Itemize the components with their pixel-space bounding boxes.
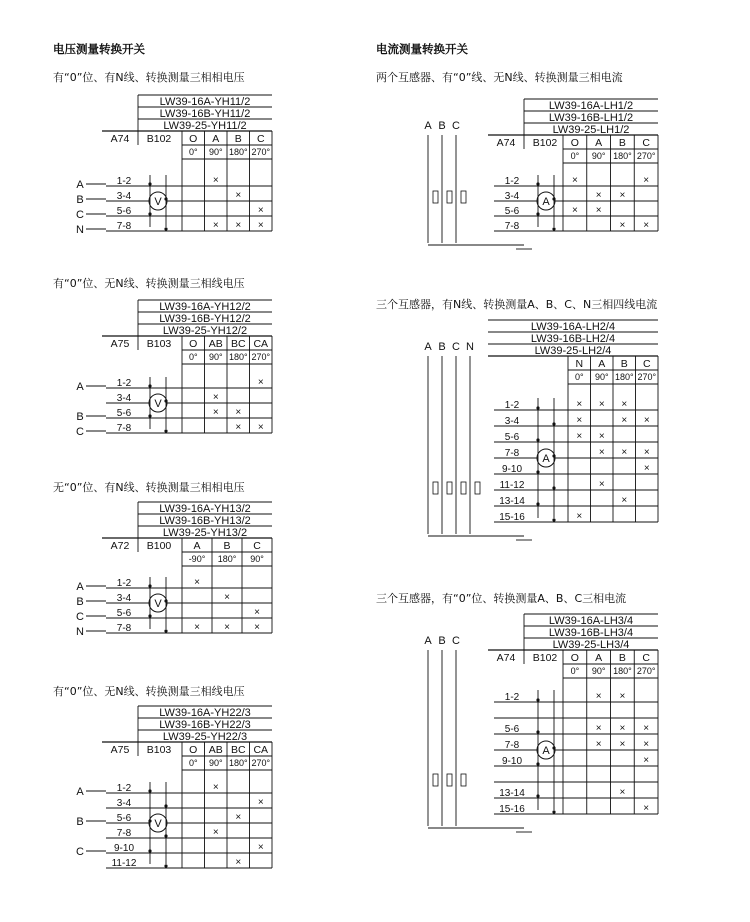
angle-label: -90° (188, 554, 206, 564)
angle-label: 90° (591, 666, 606, 676)
angle-label: 180° (228, 352, 248, 362)
position-label: CA (253, 744, 269, 756)
junction-dot (148, 584, 151, 587)
position-label: B (618, 137, 626, 149)
mark-x: × (194, 622, 200, 633)
contact-label: 3-4 (116, 393, 132, 404)
mark-x: × (619, 723, 626, 734)
position-label: B (223, 540, 231, 552)
position-label: B (618, 652, 626, 664)
position-label: O (189, 744, 198, 756)
junction-dot (536, 212, 539, 215)
mark-x: × (595, 190, 602, 201)
mark-x: × (257, 797, 264, 808)
mark-x: × (235, 190, 242, 201)
junction-dot (552, 810, 555, 813)
caption-yh13: 无“0”位、有N线、转换测量三相相电压 (53, 481, 245, 494)
mark-x: × (595, 739, 602, 750)
mark-x: × (212, 827, 219, 838)
mark-x: × (643, 463, 650, 474)
phase-label: N (76, 224, 84, 236)
junction-dot (164, 599, 167, 602)
position-label: C (642, 652, 650, 664)
phase-label: A (424, 341, 432, 353)
mark-x: × (598, 447, 605, 458)
angle-label: 180° (613, 666, 632, 676)
meter-symbol: V (154, 196, 162, 208)
caption-yh12: 有“0”位、无N线、转换测量三相线电压 (53, 277, 245, 290)
contact-label: 9-10 (501, 756, 523, 767)
position-label: C (256, 133, 265, 145)
angle-label: 0° (570, 666, 580, 676)
contact-label: 1-2 (504, 400, 520, 411)
angle-label: 270° (251, 147, 271, 157)
contact-label: 1-2 (504, 176, 520, 187)
handle-code: B102 (532, 137, 558, 149)
contact-label: 7-8 (116, 221, 132, 232)
angle-label: 90° (591, 151, 606, 161)
contact-label: 7-8 (116, 423, 132, 434)
contact-label: 7-8 (116, 623, 132, 634)
contact-label: 5-6 (504, 206, 520, 217)
junction-dot (536, 406, 539, 409)
mark-x: × (257, 205, 264, 216)
current-transformer (433, 191, 438, 203)
mark-x: × (212, 407, 219, 418)
junction-dot (536, 730, 539, 733)
position-label: O (189, 338, 198, 350)
junction-dot (536, 502, 539, 505)
switch-code: A74 (496, 137, 516, 149)
phase-label: N (466, 341, 474, 353)
position-label: N (575, 358, 584, 370)
contact-label: 3-4 (116, 191, 132, 202)
mark-x: × (621, 495, 628, 506)
voltage-section-heading: 电压测量转换开关 (53, 42, 145, 56)
phase-label: C (76, 611, 84, 623)
contact-label: 9-10 (501, 464, 523, 475)
model-name: LW39-16B-LH1/2 (548, 112, 634, 124)
model-name: LW39-16A-LH3/4 (548, 615, 634, 627)
model-name: LW39-25-YH22/3 (162, 731, 248, 743)
meter-symbol: V (154, 818, 162, 830)
angle-label: 90° (250, 554, 264, 564)
angle-label: 270° (251, 352, 271, 362)
phase-label: N (76, 626, 84, 638)
model-name: LW39-16A-YH11/2 (159, 96, 251, 108)
mark-x: × (619, 220, 626, 231)
phase-label: A (76, 381, 84, 393)
contact-label: 7-8 (504, 221, 520, 232)
junction-dot (164, 629, 167, 632)
mark-x: × (257, 422, 264, 433)
mark-x: × (598, 399, 605, 410)
caption-yh11: 有“0”位、有N线、转换测量三相相电压 (53, 71, 245, 84)
junction-dot (536, 438, 539, 441)
position-label: O (570, 652, 579, 664)
handle-code: B103 (146, 744, 172, 756)
junction-dot (148, 819, 151, 822)
angle-label: 270° (251, 758, 271, 768)
mark-x: × (621, 415, 628, 426)
mark-x: × (619, 787, 626, 798)
mark-x: × (212, 392, 219, 403)
model-name: LW39-16A-YH13/2 (159, 503, 251, 515)
junction-dot (164, 864, 167, 867)
junction-dot (164, 227, 167, 230)
position-label: BC (230, 338, 246, 350)
caption-lh12: 两个互感器、有“0”线、无N线、转换测量三相电流 (376, 71, 623, 84)
junction-dot (148, 182, 151, 185)
mark-x: × (643, 175, 650, 186)
contact-label: 15-16 (499, 512, 525, 523)
phase-label: A (424, 635, 432, 647)
mark-x: × (621, 399, 628, 410)
model-name: LW39-16A-LH2/4 (530, 321, 616, 333)
contact-label: 7-8 (116, 828, 132, 839)
junction-dot (536, 182, 539, 185)
junction-dot (148, 414, 151, 417)
position-label: C (642, 137, 650, 149)
contact-label: 13-14 (499, 788, 525, 799)
mark-x: × (595, 691, 602, 702)
switch-code: A74 (496, 652, 516, 664)
position-label: O (189, 133, 198, 145)
angle-label: 90° (208, 758, 223, 768)
contact-label: 15-16 (499, 804, 525, 815)
model-name: LW39-16A-LH1/2 (548, 100, 634, 112)
position-label: CA (253, 338, 269, 350)
mark-x: × (571, 205, 578, 216)
mark-x: × (212, 782, 219, 793)
position-label: A (212, 133, 220, 145)
handle-code: B103 (146, 338, 172, 350)
junction-dot (536, 762, 539, 765)
position-label: B (620, 358, 628, 370)
mark-x: × (212, 175, 219, 186)
phase-label: C (452, 120, 460, 132)
handle-code: B102 (532, 652, 558, 664)
contact-label: 5-6 (504, 432, 520, 443)
position-label: C (253, 540, 261, 552)
mark-x: × (598, 479, 605, 490)
meter-symbol: A (542, 196, 550, 208)
phase-label: C (76, 209, 84, 221)
junction-dot (552, 422, 555, 425)
junction-dot (552, 454, 555, 457)
current-transformer (447, 191, 452, 203)
angle-label: 270° (637, 372, 657, 382)
mark-x: × (595, 205, 602, 216)
contact-label: 1-2 (116, 783, 132, 794)
phase-label: B (438, 635, 446, 647)
contact-label: 13-14 (499, 496, 525, 507)
model-name: LW39-16B-YH11/2 (159, 108, 251, 120)
model-name: LW39-16A-YH22/3 (159, 707, 251, 719)
current-section-heading: 电流测量转换开关 (376, 42, 468, 56)
mark-x: × (576, 399, 583, 410)
phase-label: A (76, 786, 84, 798)
mark-x: × (643, 415, 650, 426)
position-label: B (234, 133, 242, 145)
angle-label: 90° (208, 352, 223, 362)
mark-x: × (576, 415, 583, 426)
switch-code: A74 (110, 133, 130, 145)
model-name: LW39-25-YH12/2 (162, 325, 248, 337)
model-name: LW39-16B-YH12/2 (159, 313, 251, 325)
phase-label: A (76, 581, 84, 593)
junction-dot (164, 834, 167, 837)
contact-label: 1-2 (504, 692, 520, 703)
mark-x: × (595, 723, 602, 734)
current-transformer (447, 482, 452, 494)
model-name: LW39-25-YH11/2 (163, 120, 247, 132)
phase-label: B (76, 194, 84, 206)
mark-x: × (235, 812, 242, 823)
angle-label: 0° (570, 151, 580, 161)
mark-x: × (254, 622, 260, 633)
mark-x: × (619, 739, 626, 750)
meter-symbol: A (542, 453, 550, 465)
angle-label: 180° (228, 758, 248, 768)
contact-label: 11-12 (111, 858, 137, 869)
contact-label: 7-8 (504, 448, 520, 459)
junction-dot (552, 486, 555, 489)
junction-dot (164, 399, 167, 402)
phase-label: B (76, 596, 84, 608)
contact-label: 5-6 (504, 724, 520, 735)
handle-code: B100 (146, 540, 172, 552)
junction-dot (552, 518, 555, 521)
mark-x: × (619, 691, 626, 702)
mark-x: × (194, 577, 200, 588)
angle-label: 180° (613, 151, 632, 161)
angle-label: 180° (228, 147, 248, 157)
mark-x: × (235, 407, 242, 418)
angle-label: 90° (594, 372, 609, 382)
model-name: LW39-25-YH13/2 (162, 527, 248, 539)
model-name: LW39-16B-LH2/4 (530, 333, 616, 345)
junction-dot (536, 470, 539, 473)
angle-label: 0° (188, 758, 198, 768)
mark-x: × (643, 447, 650, 458)
position-label: A (595, 652, 603, 664)
mark-x: × (571, 175, 578, 186)
current-transformer (433, 774, 438, 786)
junction-dot (552, 197, 555, 200)
position-label: BC (230, 744, 246, 756)
contact-label: 7-8 (504, 740, 520, 751)
mark-x: × (576, 431, 583, 442)
mark-x: × (643, 739, 650, 750)
angle-label: 0° (188, 352, 198, 362)
angle-label: 180° (614, 372, 634, 382)
junction-dot (148, 384, 151, 387)
mark-x: × (257, 220, 264, 231)
contact-label: 5-6 (116, 813, 132, 824)
junction-dot (148, 614, 151, 617)
handle-code: B102 (146, 133, 172, 145)
junction-dot (552, 227, 555, 230)
mark-x: × (598, 431, 605, 442)
phase-label: A (76, 179, 84, 191)
mark-x: × (643, 723, 650, 734)
current-transformer (447, 774, 452, 786)
model-name: LW39-16B-LH3/4 (548, 627, 634, 639)
switch-code: A72 (110, 540, 130, 552)
mark-x: × (257, 377, 264, 388)
junction-dot (536, 794, 539, 797)
angle-label: 90° (208, 147, 223, 157)
model-name: LW39-25-LH3/4 (552, 639, 630, 651)
mark-x: × (621, 447, 628, 458)
model-name: LW39-16B-YH22/3 (159, 719, 251, 731)
model-name: LW39-16B-YH13/2 (159, 515, 251, 527)
contact-label: 1-2 (116, 176, 132, 187)
position-label: C (642, 358, 651, 370)
position-label: AB (208, 744, 223, 756)
mark-x: × (619, 190, 626, 201)
junction-dot (164, 429, 167, 432)
model-name: LW39-25-LH2/4 (534, 345, 612, 357)
position-label: O (570, 137, 579, 149)
contact-label: 3-4 (504, 416, 520, 427)
mark-x: × (235, 220, 242, 231)
mark-x: × (235, 422, 242, 433)
contact-label: 1-2 (116, 578, 132, 589)
position-label: A (193, 540, 201, 552)
position-label: AB (208, 338, 223, 350)
caption-yh22: 有“0”位、无N线、转换测量三相线电压 (53, 685, 245, 698)
mark-x: × (257, 842, 264, 853)
caption-lh24: 三个互感器，有N线、转换测量A、B、C、N三相四线电流 (376, 298, 658, 311)
model-name: LW39-25-LH1/2 (552, 124, 630, 136)
junction-dot (164, 197, 167, 200)
mark-x: × (224, 592, 230, 603)
position-label: A (598, 358, 606, 370)
switch-code: A75 (110, 338, 130, 350)
mark-x: × (643, 755, 650, 766)
phase-label: C (452, 341, 460, 353)
mark-x: × (254, 607, 260, 618)
phase-label: B (76, 816, 84, 828)
switch-code: A75 (110, 744, 130, 756)
position-label: A (595, 137, 603, 149)
junction-dot (536, 698, 539, 701)
caption-lh34: 三个互感器，有“0”位、转换测量A、B、C三相电流 (376, 592, 627, 605)
phase-label: C (452, 635, 460, 647)
meter-symbol: V (154, 598, 162, 610)
mark-x: × (576, 511, 583, 522)
junction-dot (552, 746, 555, 749)
junction-dot (148, 849, 151, 852)
phase-label: C (76, 426, 84, 438)
contact-label: 11-12 (499, 480, 525, 491)
contact-label: 5-6 (116, 608, 132, 619)
phase-label: A (424, 120, 432, 132)
model-name: LW39-16A-YH12/2 (159, 301, 251, 313)
current-transformer (461, 482, 466, 494)
contact-label: 5-6 (116, 206, 132, 217)
current-transformer (461, 774, 466, 786)
meter-symbol: A (542, 745, 550, 757)
contact-label: 3-4 (116, 798, 132, 809)
mark-x: × (643, 220, 650, 231)
mark-x: × (235, 857, 242, 868)
contact-label: 3-4 (116, 593, 132, 604)
contact-label: 3-4 (504, 191, 520, 202)
current-transformer (461, 191, 466, 203)
current-transformer (475, 482, 480, 494)
phase-label: C (76, 846, 84, 858)
contact-label: 1-2 (116, 378, 132, 389)
contact-label: 5-6 (116, 408, 132, 419)
angle-label: 180° (217, 554, 237, 564)
mark-x: × (224, 622, 230, 633)
junction-dot (148, 212, 151, 215)
angle-label: 270° (636, 666, 656, 676)
mark-x: × (212, 220, 219, 231)
phase-label: B (438, 341, 446, 353)
current-transformer (433, 482, 438, 494)
angle-label: 270° (636, 151, 656, 161)
phase-label: B (76, 411, 84, 423)
contact-label: 9-10 (113, 843, 135, 854)
junction-dot (164, 804, 167, 807)
meter-symbol: V (154, 398, 162, 410)
mark-x: × (643, 803, 650, 814)
phase-label: B (438, 120, 446, 132)
angle-label: 0° (188, 147, 198, 157)
angle-label: 0° (574, 372, 584, 382)
junction-dot (148, 789, 151, 792)
